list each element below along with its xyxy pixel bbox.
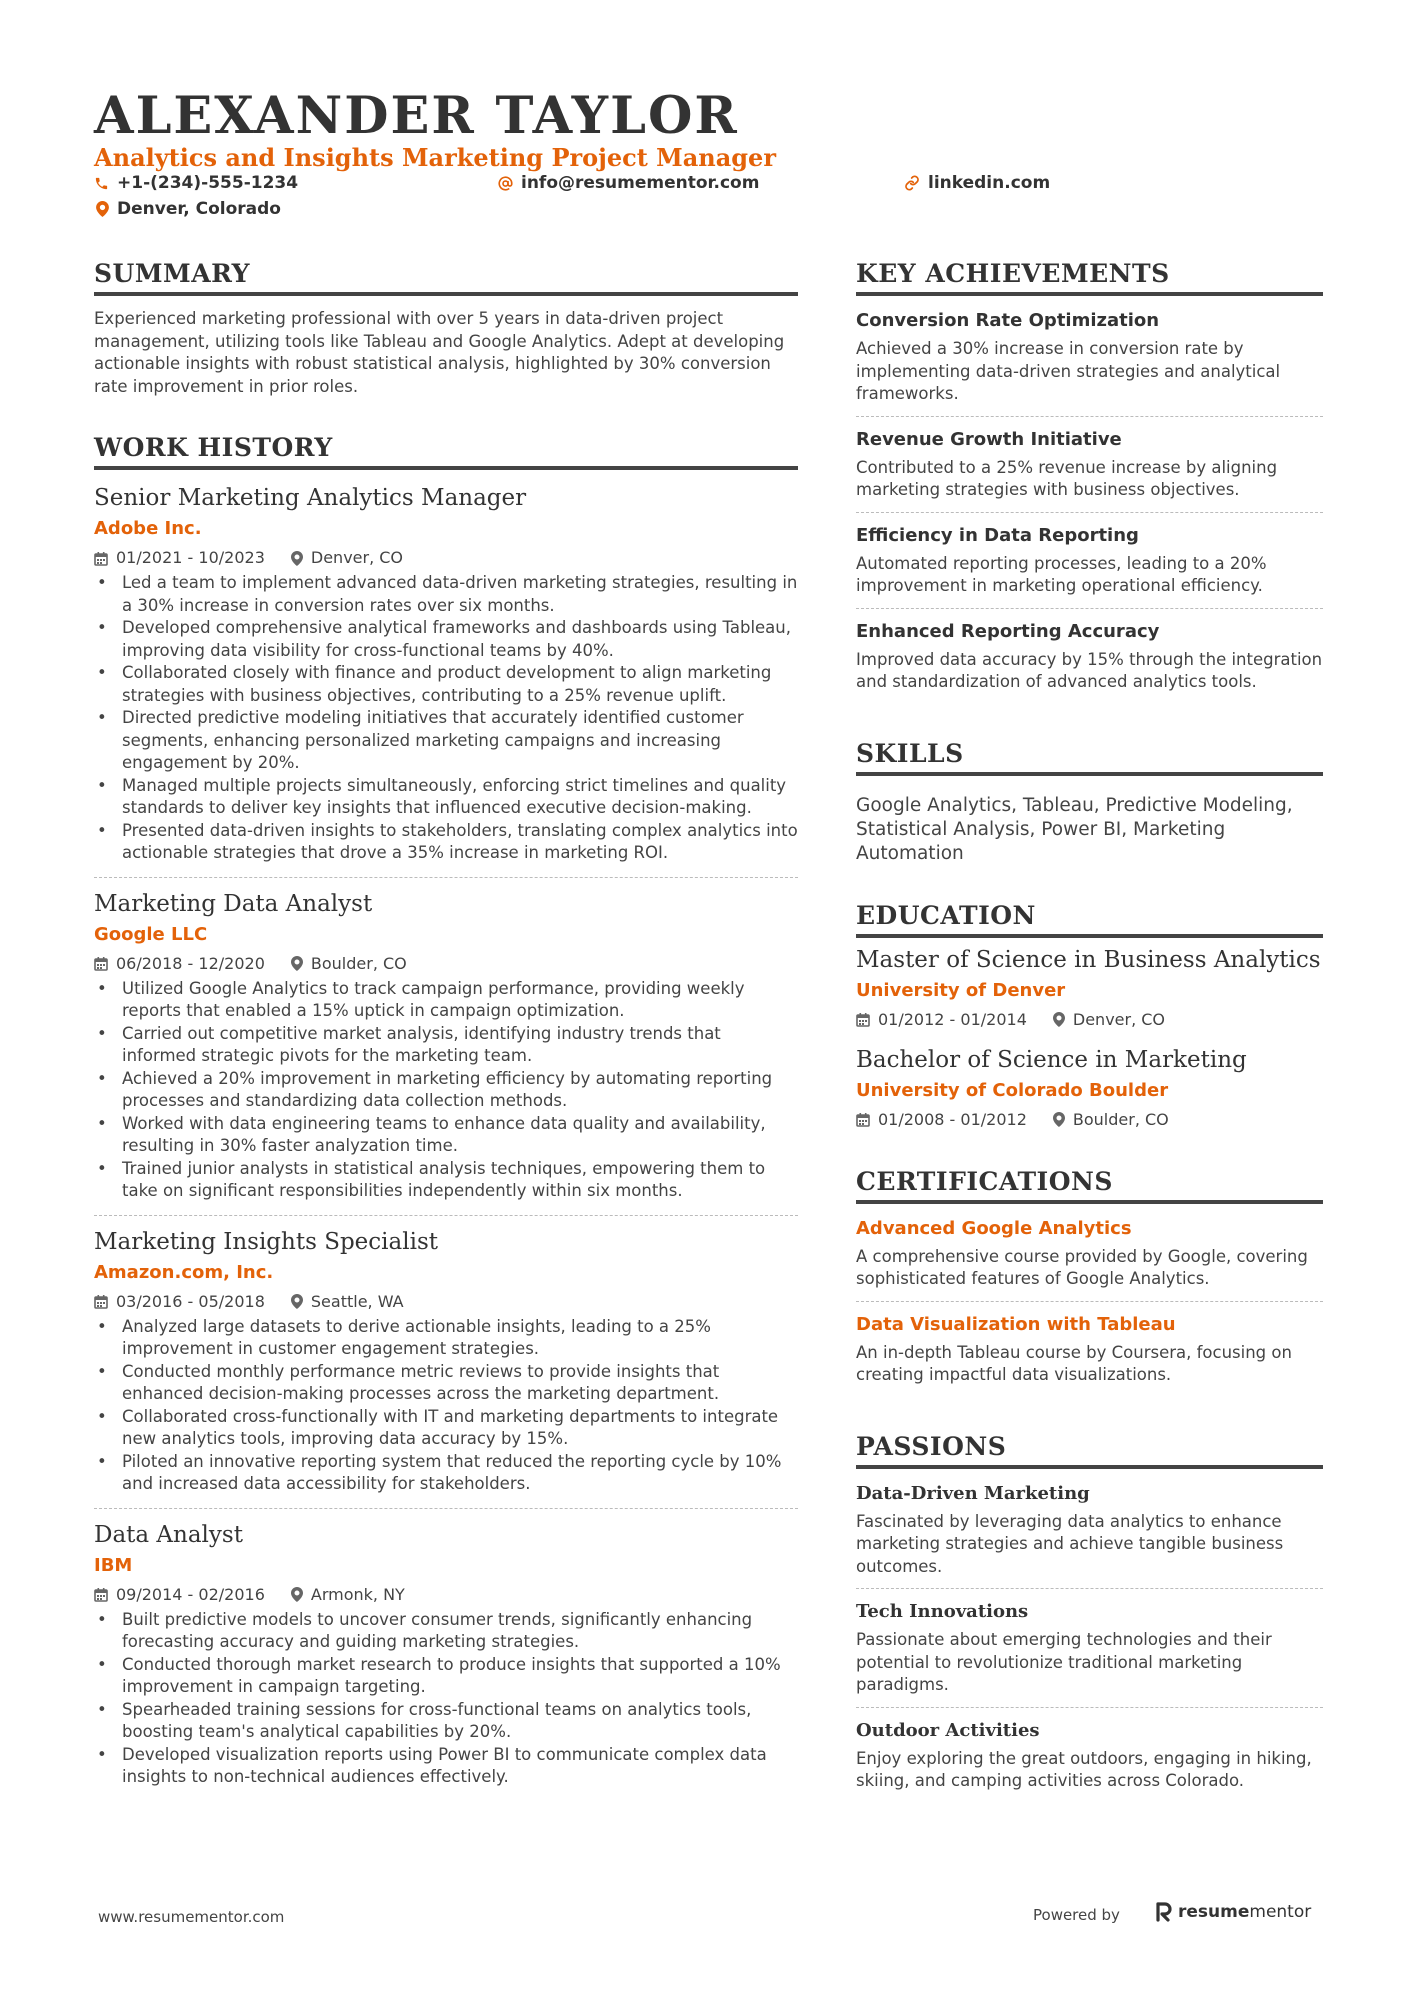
certification-item (856, 1312, 1323, 1397)
job-bullet: • Collaborated cross-functionally with IT and marketing departments to integrate new analytics tools, improving data accuracy by 15%. (94, 1406, 798, 1451)
achievement-title: Revenue Growth Initiative (856, 428, 1122, 450)
job-bullet: • Trained junior analysts in statistical analysis techniques, empowering them to take on significant responsibilities independently within six months. (94, 1158, 798, 1203)
achievement-text: Achieved a 30% increase in conversion rate by implementing data-driven strategies and analytical frameworks. (856, 339, 1281, 403)
location-text: Denver, Colorado (117, 199, 281, 219)
skills-section (856, 738, 1323, 866)
candidate-name: ALEXANDER TAYLOR (94, 86, 739, 146)
school-name: University of Denver (856, 979, 1066, 1001)
certifications-section (856, 1166, 1323, 1397)
passion-title: Tech Innovations (856, 1601, 1029, 1622)
brand-text-bold: resume (1178, 1902, 1250, 1922)
location: Armonk, NY (310, 1584, 405, 1604)
phone-icon (94, 176, 109, 191)
phone-text: +1-(234)-555-1234 (117, 173, 299, 193)
job-entry (94, 1226, 798, 1509)
footer-url[interactable]: www.resumementor.com (98, 1908, 285, 1926)
map-pin-icon (1053, 1012, 1065, 1027)
job-bullet: • Built predictive models to uncover consumer trends, significantly enhancing forecasting accuracy and guiding marketing strategies. (94, 1609, 798, 1654)
brand-logo[interactable] (1156, 1902, 1311, 1922)
education-item (856, 944, 1323, 1032)
date-location-row (856, 1108, 1323, 1132)
achievement-item (856, 523, 1323, 609)
education-item (856, 1044, 1323, 1132)
company-name: Google LLC (94, 923, 208, 945)
achievements-section (856, 258, 1323, 704)
certification-title: Data Visualization with Tableau (856, 1313, 1176, 1335)
date-range: 03/2016 - 05/2018 (116, 1291, 265, 1311)
job-bullet: • Analyzed large datasets to derive actionable insights, leading to a 25% improvement in customer engagement strategies. (94, 1316, 798, 1361)
calendar-icon (856, 1112, 870, 1127)
job-title: Marketing Data Analyst (94, 890, 373, 917)
certification-text: An in-depth Tableau course by Coursera, focusing on creating impactful data visualizations. (856, 1342, 1292, 1384)
job-bullet: • Presented data-driven insights to stakeholders, translating complex analytics into actionable strategies that drove a 35% increase in marketing ROI. (94, 820, 798, 865)
passion-list (856, 1481, 1323, 1803)
date-location-row (856, 1008, 1323, 1032)
powered-by-label: Powered by (1033, 1906, 1120, 1924)
date-range: 01/2012 - 01/2014 (878, 1009, 1027, 1029)
company-name: IBM (94, 1554, 133, 1576)
contact-location (96, 198, 281, 220)
date-location-row (94, 1290, 798, 1314)
location: Denver, CO (310, 548, 404, 567)
calendar-icon (94, 1294, 108, 1309)
email-text: info@resumementor.com (521, 173, 760, 193)
brand-text-light: mentor (1249, 1902, 1312, 1922)
job-bullets (94, 978, 798, 1203)
contact-linkedin[interactable] (904, 172, 1050, 194)
summary-text: Experienced marketing professional with over 5 years in data-driven project management, utilizing tools like Tableau and Google Analytics. Adept at developing actionable insights with robust statistical analysis, highlighted by 30% conversion rate improvement in prior roles. (94, 309, 785, 396)
contact-email[interactable] (498, 172, 759, 194)
contact-phone (94, 172, 298, 194)
job-entry (94, 1519, 798, 1801)
certification-list (856, 1216, 1323, 1397)
certification-item (856, 1216, 1323, 1302)
passions-heading: PASSIONS (856, 1431, 1323, 1469)
location: Boulder, CO (1072, 1109, 1169, 1129)
date-range: 01/2021 - 10/2023 (116, 548, 265, 567)
job-bullet: • Conducted thorough market research to produce insights that supported a 10% improvement in campaign targeting. (94, 1654, 798, 1699)
achievement-item (856, 427, 1323, 513)
job-bullet: • Directed predictive modeling initiatives that accurately identified customer segments, enhancing personalized marketing campaigns and increasing engagement by 20%. (94, 707, 798, 775)
map-pin-icon (291, 1294, 303, 1309)
summary-section (94, 258, 798, 398)
company-name: Adobe Inc. (94, 518, 202, 539)
left-column (94, 258, 798, 1835)
work-history-section (94, 432, 798, 1801)
date-location-row (94, 952, 798, 976)
right-column (856, 258, 1323, 1837)
job-bullet: • Collaborated closely with finance and product development to align marketing strategies with business objectives, contributing to a 25% revenue uplift. (94, 662, 798, 707)
calendar-icon (94, 551, 108, 566)
map-pin-icon (96, 201, 109, 217)
achievements-heading: KEY ACHIEVEMENTS (856, 258, 1323, 296)
job-bullet: • Led a team to implement advanced data-driven marketing strategies, resulting in a 30% increase in conversion rates over six months. (94, 572, 798, 617)
map-pin-icon (291, 956, 303, 971)
at-sign-icon (498, 176, 513, 191)
school-name: University of Colorado Boulder (856, 1079, 1169, 1101)
job-bullet: • Achieved a 20% improvement in marketing efficiency by automating reporting processes and standardizing data collection methods. (94, 1068, 798, 1113)
degree-title: Master of Science in Business Analytics (856, 946, 1321, 973)
location: Denver, CO (1072, 1009, 1166, 1029)
candidate-title: Analytics and Insights Marketing Project Manager (94, 143, 776, 172)
passion-title: Data-Driven Marketing (856, 1482, 1090, 1504)
education-heading: EDUCATION (856, 900, 1323, 938)
passion-text: Enjoy exploring the great outdoors, engaging in hiking, skiing, and camping activities across Colorado. (856, 1748, 1312, 1790)
degree-title: Bachelor of Science in Marketing (856, 1046, 1247, 1073)
job-entry (94, 888, 798, 1216)
location: Boulder, CO (310, 953, 407, 973)
job-bullet: • Conducted monthly performance metric reviews to provide insights that enhanced decision-making processes across the marketing department. (94, 1361, 798, 1406)
link-icon (904, 175, 920, 191)
job-bullets (94, 1609, 798, 1789)
education-list (856, 944, 1323, 1132)
map-pin-icon (291, 551, 303, 566)
skills-text: Google Analytics, Tableau, Predictive Modeling, Statistical Analysis, Power BI, Marketing Automation (856, 794, 1293, 864)
job-title: Data Analyst (94, 1521, 243, 1548)
job-bullet: • Utilized Google Analytics to track campaign performance, providing weekly reports that enabled a 15% uptick in campaign optimization. (94, 978, 798, 1023)
achievement-item (856, 619, 1323, 704)
job-bullet: • Developed visualization reports using Power BI to communicate complex data insights to non-technical audiences effectively. (94, 1744, 798, 1789)
company-name: Amazon.com, Inc. (94, 1261, 274, 1283)
job-entry (94, 482, 798, 878)
map-pin-icon (291, 1587, 303, 1602)
passion-item (856, 1599, 1323, 1708)
linkedin-text: linkedin.com (928, 173, 1051, 193)
date-location-row (94, 1583, 798, 1607)
summary-heading: SUMMARY (94, 258, 798, 296)
achievement-item (856, 308, 1323, 417)
calendar-icon (94, 1587, 108, 1602)
achievement-list (856, 308, 1323, 704)
date-location-row (94, 546, 798, 570)
job-bullet: • Piloted an innovative reporting system that reduced the reporting cycle by 10% and increased data accessibility for stakeholders. (94, 1451, 798, 1496)
passions-section (856, 1431, 1323, 1803)
certification-text: A comprehensive course provided by Google, covering sophisticated features of Google Analytics. (856, 1246, 1308, 1288)
resumementor-logo-icon (1156, 1902, 1172, 1922)
date-range: 09/2014 - 02/2016 (116, 1584, 265, 1604)
education-section (856, 900, 1323, 1132)
map-pin-icon (1053, 1112, 1065, 1127)
passion-text: Fascinated by leveraging data analytics to enhance marketing strategies and achieve tangible business outcomes. (856, 1511, 1284, 1576)
job-bullet: • Spearheaded training sessions for cross-functional teams on analytics tools, boosting team's analytical capabilities by 20%. (94, 1699, 798, 1744)
work-history-heading: WORK HISTORY (94, 432, 798, 470)
passion-text: Passionate about emerging technologies and their potential to revolutionize traditional marketing paradigms. (856, 1630, 1272, 1694)
passion-item (856, 1718, 1323, 1803)
passion-item (856, 1481, 1323, 1590)
job-list (94, 482, 798, 1801)
job-bullets (94, 572, 798, 865)
achievement-title: Enhanced Reporting Accuracy (856, 620, 1160, 642)
achievement-title: Conversion Rate Optimization (856, 310, 1160, 331)
job-title: Senior Marketing Analytics Manager (94, 485, 527, 511)
job-title: Marketing Insights Specialist (94, 1228, 439, 1255)
achievement-title: Efficiency in Data Reporting (856, 524, 1139, 546)
achievement-text: Automated reporting processes, leading to a 20% improvement in marketing operational efficiency. (856, 553, 1267, 595)
certifications-heading: CERTIFICATIONS (856, 1166, 1323, 1204)
job-bullet: • Carried out competitive market analysis, identifying industry trends that informed strategic pivots for the marketing team. (94, 1023, 798, 1068)
job-bullet: • Developed comprehensive analytical frameworks and dashboards using Tableau, improving data visibility for cross-functional teams by 40%. (94, 617, 798, 662)
achievement-text: Improved data accuracy by 15% through the integration and standardization of advanced analytics tools. (856, 649, 1323, 691)
calendar-icon (856, 1012, 870, 1027)
passion-title: Outdoor Activities (856, 1719, 1040, 1741)
calendar-icon (94, 956, 108, 971)
achievement-text: Contributed to a 25% revenue increase by aligning marketing strategies with business objectives. (856, 457, 1278, 499)
date-range: 06/2018 - 12/2020 (116, 953, 265, 973)
job-bullet: • Managed multiple projects simultaneously, enforcing strict timelines and quality standards to deliver key insights that influenced executive decision-making. (94, 775, 798, 820)
certification-title: Advanced Google Analytics (856, 1217, 1132, 1239)
job-bullet: • Worked with data engineering teams to enhance data quality and availability, resulting in 30% faster analyzation time. (94, 1113, 798, 1158)
date-range: 01/2008 - 01/2012 (878, 1109, 1027, 1129)
job-bullets (94, 1316, 798, 1496)
skills-heading: SKILLS (856, 738, 1323, 776)
location: Seattle, WA (310, 1291, 404, 1311)
